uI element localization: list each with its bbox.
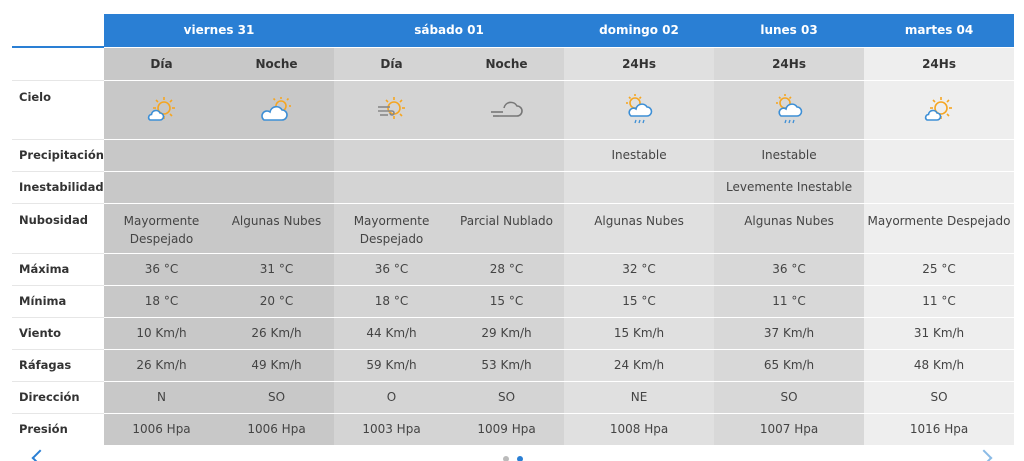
sun-cloud-drizzle-icon bbox=[714, 92, 864, 128]
table-cell: 53 Km/h bbox=[449, 349, 564, 381]
table-cell: Mayormente Despejado bbox=[104, 203, 219, 253]
period-header-row bbox=[12, 47, 1014, 80]
day-header-2: sábado 01 bbox=[334, 14, 564, 47]
row-label: Mínima bbox=[12, 285, 104, 317]
table-cell: SO bbox=[864, 381, 1014, 413]
table-row-minima bbox=[12, 285, 1014, 317]
table-row-maxima bbox=[12, 253, 1014, 285]
table-cell: 10 Km/h bbox=[104, 317, 219, 349]
table-cell: 11 °C bbox=[714, 285, 864, 317]
table-cell: Algunas Nubes bbox=[564, 203, 714, 253]
table-cell bbox=[564, 171, 714, 203]
sunny-windy-icon bbox=[334, 94, 449, 126]
table-cell bbox=[104, 171, 219, 203]
table-cell: 59 Km/h bbox=[334, 349, 449, 381]
table-cell: Inestable bbox=[714, 139, 864, 171]
row-label: Dirección bbox=[12, 381, 104, 413]
table-cell: 15 °C bbox=[564, 285, 714, 317]
header-corner bbox=[12, 14, 104, 47]
table-cell bbox=[864, 171, 1014, 203]
table-cell bbox=[219, 139, 334, 171]
partly-cloudy-icon bbox=[219, 94, 334, 126]
period-header: 24Hs bbox=[864, 47, 1014, 80]
table-cell: 32 °C bbox=[564, 253, 714, 285]
table-cell: Algunas Nubes bbox=[219, 203, 334, 253]
table-cell: 1008 Hpa bbox=[564, 413, 714, 445]
table-row-presion bbox=[12, 413, 1014, 445]
day-header-3: domingo 02 bbox=[564, 14, 714, 47]
table-cell: 29 Km/h bbox=[449, 317, 564, 349]
row-label: Ráfagas bbox=[12, 349, 104, 381]
table-cell: 48 Km/h bbox=[864, 349, 1014, 381]
row-label: Máxima bbox=[12, 253, 104, 285]
period-corner bbox=[12, 47, 104, 80]
period-header: Día bbox=[104, 47, 219, 80]
table-cell bbox=[449, 171, 564, 203]
table-cell: 31 Km/h bbox=[864, 317, 1014, 349]
table-cell: 31 °C bbox=[219, 253, 334, 285]
day-header-row bbox=[12, 14, 1014, 47]
forecast-table bbox=[12, 14, 1014, 445]
table-cell: 25 °C bbox=[864, 253, 1014, 285]
table-row-viento bbox=[12, 317, 1014, 349]
table-cell: 1009 Hpa bbox=[449, 413, 564, 445]
table-cell bbox=[864, 139, 1014, 171]
row-label: Nubosidad bbox=[12, 203, 104, 253]
table-cell: 24 Km/h bbox=[564, 349, 714, 381]
row-label: Inestabilidad bbox=[12, 171, 104, 203]
period-header: 24Hs bbox=[714, 47, 864, 80]
table-cell: 20 °C bbox=[219, 285, 334, 317]
partly-sunny-icon bbox=[104, 94, 219, 126]
table-cell: Mayormente Despejado bbox=[334, 203, 449, 253]
table-cell: 18 °C bbox=[104, 285, 219, 317]
sky-cell bbox=[219, 80, 334, 139]
period-header: Día bbox=[334, 47, 449, 80]
table-cell: Mayormente Despejado bbox=[864, 203, 1014, 253]
period-header: 24Hs bbox=[564, 47, 714, 80]
row-label-sky: Cielo bbox=[12, 80, 104, 139]
row-label: Presión bbox=[12, 413, 104, 445]
table-cell: 1003 Hpa bbox=[334, 413, 449, 445]
row-label: Viento bbox=[12, 317, 104, 349]
period-header: Noche bbox=[219, 47, 334, 80]
sun-cloud-drizzle-icon bbox=[564, 92, 714, 128]
table-cell: SO bbox=[449, 381, 564, 413]
table-cell: SO bbox=[219, 381, 334, 413]
sky-cell bbox=[714, 80, 864, 139]
table-cell: 1016 Hpa bbox=[864, 413, 1014, 445]
table-cell: 36 °C bbox=[104, 253, 219, 285]
sky-cell bbox=[334, 80, 449, 139]
day-header-4: lunes 03 bbox=[714, 14, 864, 47]
table-cell bbox=[449, 139, 564, 171]
day-header-1: viernes 31 bbox=[104, 14, 334, 47]
partly-sunny-icon bbox=[864, 94, 1014, 126]
table-cell: 44 Km/h bbox=[334, 317, 449, 349]
table-row-rafagas bbox=[12, 349, 1014, 381]
table-row-precipitacion bbox=[12, 139, 1014, 171]
table-cell: 36 °C bbox=[334, 253, 449, 285]
table-cell bbox=[104, 139, 219, 171]
table-cell bbox=[334, 171, 449, 203]
sky-cell bbox=[564, 80, 714, 139]
carousel-pager bbox=[0, 448, 1024, 461]
table-cell: 65 Km/h bbox=[714, 349, 864, 381]
period-header: Noche bbox=[449, 47, 564, 80]
table-cell: Algunas Nubes bbox=[714, 203, 864, 253]
table-cell: Levemente Inestable bbox=[714, 171, 864, 203]
sky-cell bbox=[104, 80, 219, 139]
table-cell: SO bbox=[714, 381, 864, 413]
table-row-direccion bbox=[12, 381, 1014, 413]
table-cell: 1006 Hpa bbox=[104, 413, 219, 445]
table-cell: 15 °C bbox=[449, 285, 564, 317]
table-cell: 28 °C bbox=[449, 253, 564, 285]
day-header-5: martes 04 bbox=[864, 14, 1014, 47]
windy-cloud-icon bbox=[449, 94, 564, 126]
table-row-nubosidad bbox=[12, 203, 1014, 253]
table-cell: Parcial Nublado bbox=[449, 203, 564, 253]
table-cell: 49 Km/h bbox=[219, 349, 334, 381]
chevron-right-icon[interactable] bbox=[976, 450, 993, 461]
table-cell: 18 °C bbox=[334, 285, 449, 317]
pager-dot-1[interactable] bbox=[503, 456, 509, 461]
sky-cell bbox=[864, 80, 1014, 139]
table-cell bbox=[334, 139, 449, 171]
table-cell: NE bbox=[564, 381, 714, 413]
table-cell: 1006 Hpa bbox=[219, 413, 334, 445]
sky-row bbox=[12, 80, 1014, 139]
table-cell: Inestable bbox=[564, 139, 714, 171]
table-cell: 15 Km/h bbox=[564, 317, 714, 349]
table-cell: 11 °C bbox=[864, 285, 1014, 317]
table-cell: 1007 Hpa bbox=[714, 413, 864, 445]
table-cell: 26 Km/h bbox=[104, 349, 219, 381]
chevron-left-icon[interactable] bbox=[32, 450, 49, 461]
table-cell: N bbox=[104, 381, 219, 413]
table-cell: 37 Km/h bbox=[714, 317, 864, 349]
pager-dot-2-active[interactable] bbox=[517, 456, 523, 461]
table-row-inestabilidad bbox=[12, 171, 1014, 203]
table-cell: 36 °C bbox=[714, 253, 864, 285]
forecast-table-container bbox=[12, 14, 1014, 445]
table-cell: O bbox=[334, 381, 449, 413]
table-cell bbox=[219, 171, 334, 203]
table-cell: 26 Km/h bbox=[219, 317, 334, 349]
row-label: Precipitación bbox=[12, 139, 104, 171]
sky-cell bbox=[449, 80, 564, 139]
